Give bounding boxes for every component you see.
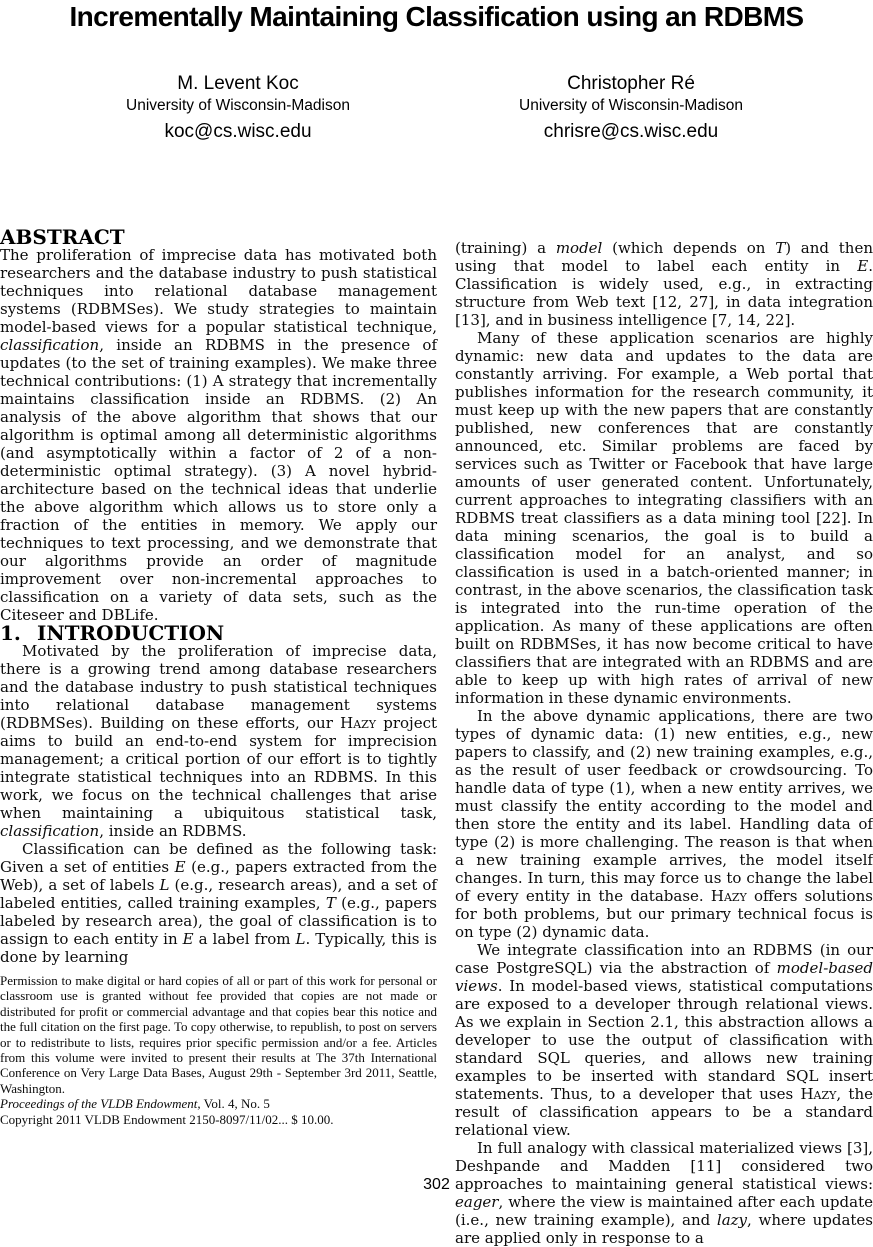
abstract-text: The proliferation of imprecise data has motivated both researchers and the database industry to push statistical techniques into relational database management systems (RDBMSes). We study strategies to maintain model-based views for a popular statistical technique, classification, inside an RDBMS in the presence of updates (to the set of training examples). We make three technical contributions: (1) A strategy that incrementally maintains classification inside an RDBMS. (2) An analysis of the above algorithm that shows that our algorithm is optimal among all deterministic algorithms (and asymptotically within a factor of 2 of a non-deterministic optimal strategy). (3) A novel hybrid-architecture based on the technical ideas that underlie the above algorithm which allows us to store only a fraction of the entities in memory. We apply our techniques to text processing, and we demonstrate that our algorithms provide an order of magnitude improvement over non-incremental approaches to classification on a variety of data sets, such as the Citeseer and DBLife. xyxy=(0,246,437,624)
intro-paragraph: Motivated by the proliferation of imprecise data, there is a growing trend among database researchers and the database industry to push statistical techniques into relational database management systems (RDBMSes). Building on these efforts, our Hazy project aims to build an end-to-end system for imprecision management; a critical portion of our effort is to tightly integrate statistical techniques into an RDBMS. In this work, we focus on the technical challenges that arise when maintaining a ubiquitous statistical task, classification, inside an RDBMS. xyxy=(0,642,438,840)
author-email: chrisre@cs.wisc.edu xyxy=(543,121,719,142)
abstract-heading: ABSTRACT xyxy=(0,225,125,249)
intro-paragraph: Classification can be defined as the following task: Given a set of entities E (e.g., papers extracted from the Web), a set of labels L (e.g., research areas), and a set of labeled entities, called training examples, T (e.g., papers labeled by research area), the goal of classification is to assign to each entity in E a label from L. Typically, this is done by learning xyxy=(0,840,437,966)
right-column xyxy=(455,239,873,1247)
copyright-line: Copyright 2011 VLDB Endowment 2150-8097/11/02... $ 10.00. xyxy=(0,1111,334,1127)
author-block-1 xyxy=(38,72,438,144)
author-affiliation: University of Wisconsin-Madison xyxy=(126,97,350,114)
author-name: M. Levent Koc xyxy=(177,73,299,94)
body-paragraph: In the above dynamic applications, there are two types of dynamic data: (1) new entities, e.g., new papers to classify, and (2) new training examples, e.g., as the result of user feedback or crowdsourcing. To handle data of type (1), when a new entity arrives, we must classify the entity according to the model and then store the entity and its label. Handling data of type (2) is more challenging. The reason is that when a new training example arrives, the model itself changes. In turn, this may force us to change the label of every entity in the database. Hazy offers solutions for both problems, but our primary technical focus is on type (2) dynamic data. xyxy=(455,707,873,941)
body-paragraph: (training) a model (which depends on T) and then using that model to label each entity in E. Classification is widely used, e.g., in extracting structure from Web text [12, 27], in data integration [13], and in business intelligence [7, 14, 22]. xyxy=(455,239,873,329)
body-paragraph: In full analogy with classical materialized views [3], Deshpande and Madden [11] considered two approaches to maintaining general statistical views: eager, where the view is maintained after each update (i.e., new training example), and lazy, where updates are applied only in response to a xyxy=(455,1139,873,1247)
section-title: INTRODUCTION xyxy=(37,621,225,645)
footnote-block xyxy=(0,973,437,1127)
permission-text: Permission to make digital or hard copies of all or part of this work for personal or classroom use is granted without fee provided that copies are not made or distributed for profit or commercial advantage and that copies bear this notice and the full citation on the first page. To copy otherwise, to republish, to post on servers or to redistribute to lists, requires prior specific permission and/or a fee. Articles from this volume were invited to present their results at The 37th International Conference on Very Large Data Bases, August 29th - September 3rd 2011, Seattle, Washington. xyxy=(0,973,437,1096)
proceedings-line: Proceedings of the VLDB Endowment, Vol. 4, No. 5 xyxy=(0,1096,270,1112)
section-number: 1. xyxy=(0,621,21,645)
author-name: Christopher Ré xyxy=(567,73,695,94)
paper-title: Incrementally Maintaining Classification using an RDBMS xyxy=(69,1,804,32)
author-block-2 xyxy=(431,72,831,144)
section-heading-introduction xyxy=(0,621,437,645)
left-column xyxy=(0,225,438,966)
body-paragraph: We integrate classification into an RDBMS (in our case PostgreSQL) via the abstraction of model-based views. In model-based views, statistical computations are exposed to a developer through relational views. As we explain in Section 2.1, this abstraction allows a developer to use the output of classification with standard SQL queries, and allows new training examples to be inserted with standard SQL insert statements. Thus, to a developer that uses Hazy, the result of classification appears to be a standard relational view. xyxy=(455,941,873,1139)
author-affiliation: University of Wisconsin-Madison xyxy=(519,97,743,114)
body-paragraph: Many of these application scenarios are highly dynamic: new data and updates to the data are constantly arriving. For example, a Web portal that publishes information for the research community, it must keep up with the new papers that are constantly published, new conferences that are constantly announced, etc. Similar problems are faced by services such as Twitter or Facebook that have large amounts of user generated content. Unfortunately, current approaches to integrating classifiers with an RDBMS treat classifiers as a data mining tool [22]. In data mining scenarios, the goal is to build a classification model for an analyst, and so classification is used in a batch-oriented manner; in contrast, in the above scenarios, the classification task is integrated into the run-time operation of the application. As many of these applications are often built on RDBMSes, it has now become critical to have classifiers that are integrated with an RDBMS and are able to keep up with high rates of arrival of new information in these dynamic environments. xyxy=(455,329,873,707)
page-number: 302 xyxy=(423,1176,450,1193)
author-email: koc@cs.wisc.edu xyxy=(164,121,312,142)
